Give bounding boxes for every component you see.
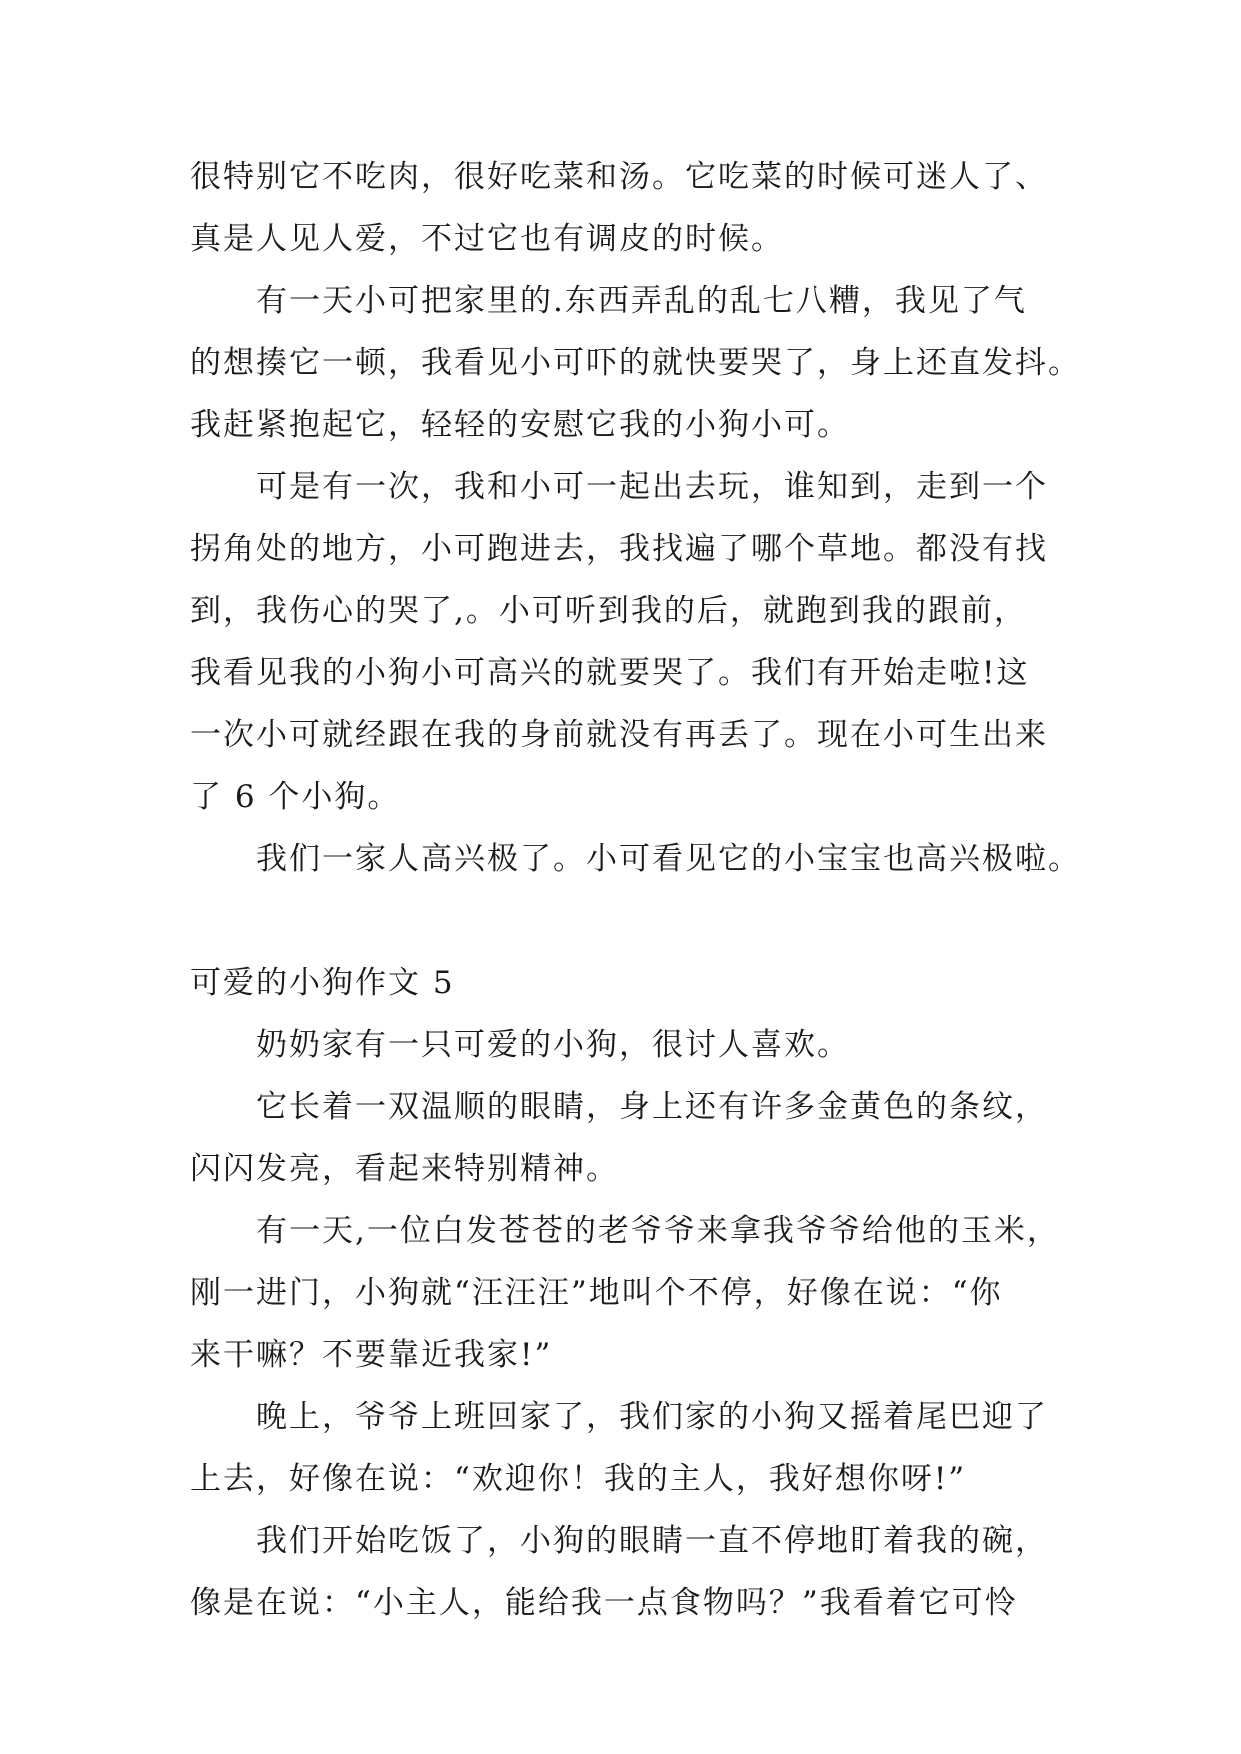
text-line: 来干嘛？不要靠近我家!” — [190, 1337, 553, 1373]
paragraph-start: 奶奶家有一只可爱的小狗，很讨人喜欢。 — [256, 1027, 850, 1063]
text-line: 拐角处的地方，小可跑进去，我找遍了哪个草地。都没有找 — [190, 531, 1048, 567]
paragraph-start: 我们开始吃饭了，小狗的眼睛一直不停地盯着我的碗， — [256, 1523, 1048, 1559]
text-line: 我看见我的小狗小可高兴的就要哭了。我们有开始走啦!这 — [190, 655, 1030, 691]
text-line: 真是人见人爱，不过它也有调皮的时候。 — [190, 221, 784, 257]
paragraph-start: 有一天小可把家里的.东西弄乱的乱七八糟，我见了气 — [256, 283, 1027, 319]
text-line: 了 6 个小狗。 — [190, 779, 401, 815]
text-line: 刚一进门，小狗就“汪汪汪”地叫个不停，好像在说：“你 — [190, 1275, 1003, 1311]
section-heading: 可爱的小狗作文 5 — [190, 965, 455, 1001]
text-line: 到，我伤心的哭了,。小可听到我的后，就跑到我的跟前， — [190, 593, 1027, 629]
paragraph-start: 晚上，爷爷上班回家了，我们家的小狗又摇着尾巴迎了 — [256, 1399, 1048, 1435]
paragraph-start: 有一天,一位白发苍苍的老爷爷来拿我爷爷给他的玉米， — [256, 1213, 1060, 1249]
paragraph-start: 可是有一次，我和小可一起出去玩，谁知到，走到一个 — [256, 469, 1048, 505]
text-line: 我赶紧抱起它，轻轻的安慰它我的小狗小可。 — [190, 407, 850, 443]
text-line: 一次小可就经跟在我的身前就没有再丢了。现在小可生出来 — [190, 717, 1048, 753]
paragraph-start: 我们一家人高兴极了。小可看见它的小宝宝也高兴极啦。 — [256, 841, 1081, 877]
text-line: 闪闪发亮，看起来特别精神。 — [190, 1151, 619, 1187]
text-line: 上去，好像在说：“欢迎你！我的主人，我好想你呀!” — [190, 1461, 967, 1497]
text-line: 的想揍它一顿，我看见小可吓的就快要哭了，身上还直发抖。 — [190, 345, 1081, 381]
text-line: 很特别它不吃肉，很好吃菜和汤。它吃菜的时候可迷人了、 — [190, 159, 1048, 195]
paragraph-gap — [190, 890, 1070, 952]
document-body — [190, 146, 1081, 1634]
text-line: 像是在说：“小主人，能给我一点食物吗？”我看着它可怜 — [190, 1585, 1018, 1621]
paragraph-start: 它长着一双温顺的眼睛，身上还有许多金黄色的条纹， — [256, 1089, 1048, 1125]
